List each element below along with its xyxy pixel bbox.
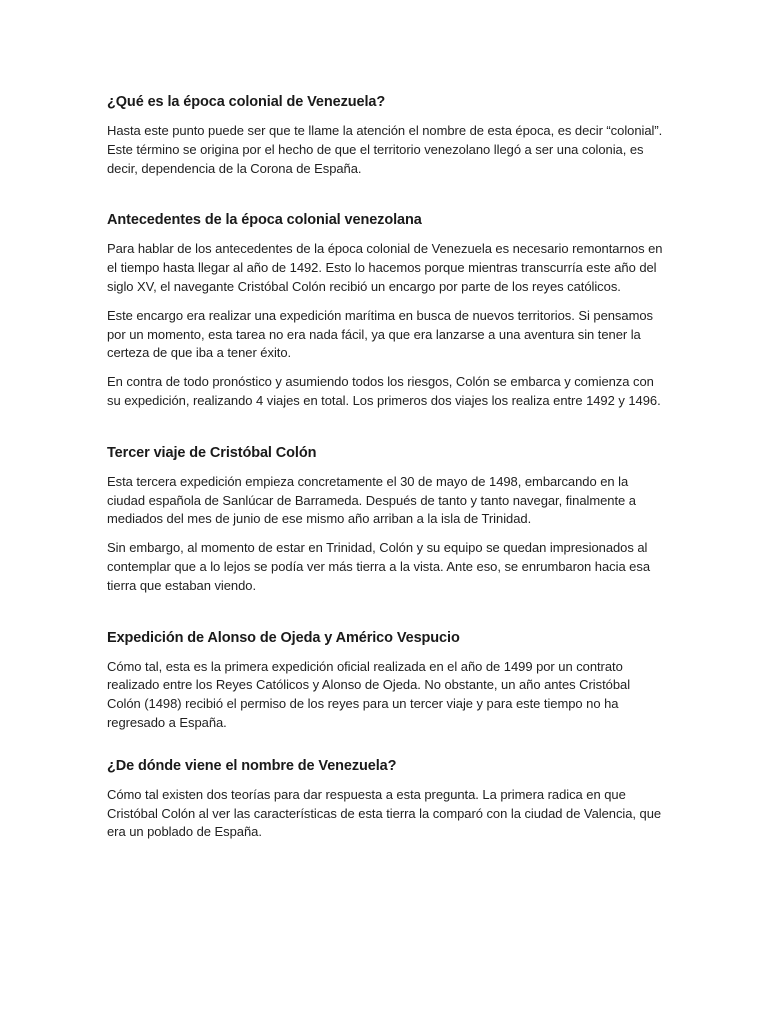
paragraph: Sin embargo, al momento de estar en Trinidad, Colón y su equipo se quedan impresionados al contemplar que a lo lejos se podía ver más tierra a la vista. Ante eso, se enrumbaron hacia esa tierra que estaban viendo. <box>107 540 650 593</box>
section-heading: ¿De dónde viene el nombre de Venezuela? <box>107 757 397 774</box>
paragraph: Esta tercera expedición empieza concretamente el 30 de mayo de 1498, embarcando en la ciudad española de Sanlúcar de Barrameda. Después de tanto y tanto navegar, finalmente a mediados del mes de junio de ese mismo año arriban a la isla de Trinidad. <box>107 473 636 527</box>
section-tercer-viaje <box>107 443 663 596</box>
document-page <box>107 92 663 852</box>
section-heading: Expedición de Alonso de Ojeda y Américo Vespucio <box>107 629 460 646</box>
paragraph: Cómo tal, esta es la primera expedición oficial realizada en el año de 1499 por un contrato realizado entre los Reyes Católicos y Alonso de Ojeda. No obstante, un año antes Cristóbal Colón (1498) recibió el permiso de los reyes para un tercer viaje y para este tiempo no ha regresado a España. <box>107 658 631 730</box>
section-epoca-colonial <box>107 92 663 178</box>
section-heading: Antecedentes de la época colonial venezolana <box>107 212 422 229</box>
section-nombre-venezuela <box>107 756 663 842</box>
section-antecedentes <box>107 210 663 410</box>
paragraph: En contra de todo pronóstico y asumiendo todos los riesgos, Colón se embarca y comienza con su expedición, realizando 4 viajes en total. Los primeros dos viajes los realiza entre 1492 y 1496. <box>107 374 661 408</box>
paragraph: Este encargo era realizar una expedición marítima en busca de nuevos territorios. Si pensamos por un momento, esta tarea no era nada fácil, ya que era lanzarse a una aventura sin tener la certeza de que iba a tener éxito. <box>107 307 653 361</box>
paragraph: Cómo tal existen dos teorías para dar respuesta a esta pregunta. La primera radica en que Cristóbal Colón al ver las características de esta tierra la comparó con la ciudad de Valencia, que era un poblado de España. <box>107 786 662 840</box>
paragraph: Hasta este punto puede ser que te llame la atención el nombre de esta época, es decir “colonial”. Este término se origina por el hecho de que el territorio venezolano llegó a ser una colonia, es decir, dependencia de la Corona de España. <box>107 123 663 176</box>
section-heading: ¿Qué es la época colonial de Venezuela? <box>107 94 386 110</box>
section-heading: Tercer viaje de Cristóbal Colón <box>107 444 317 461</box>
section-expedicion-ojeda <box>107 628 663 733</box>
paragraph: Para hablar de los antecedentes de la época colonial de Venezuela es necesario remontarnos en el tiempo hasta llegar al año de 1492. Esto lo hacemos porque mientras transcurría este año del siglo XV, el navegante Cristóbal Colón recibió un encargo por parte de los reyes católicos. <box>107 241 663 294</box>
